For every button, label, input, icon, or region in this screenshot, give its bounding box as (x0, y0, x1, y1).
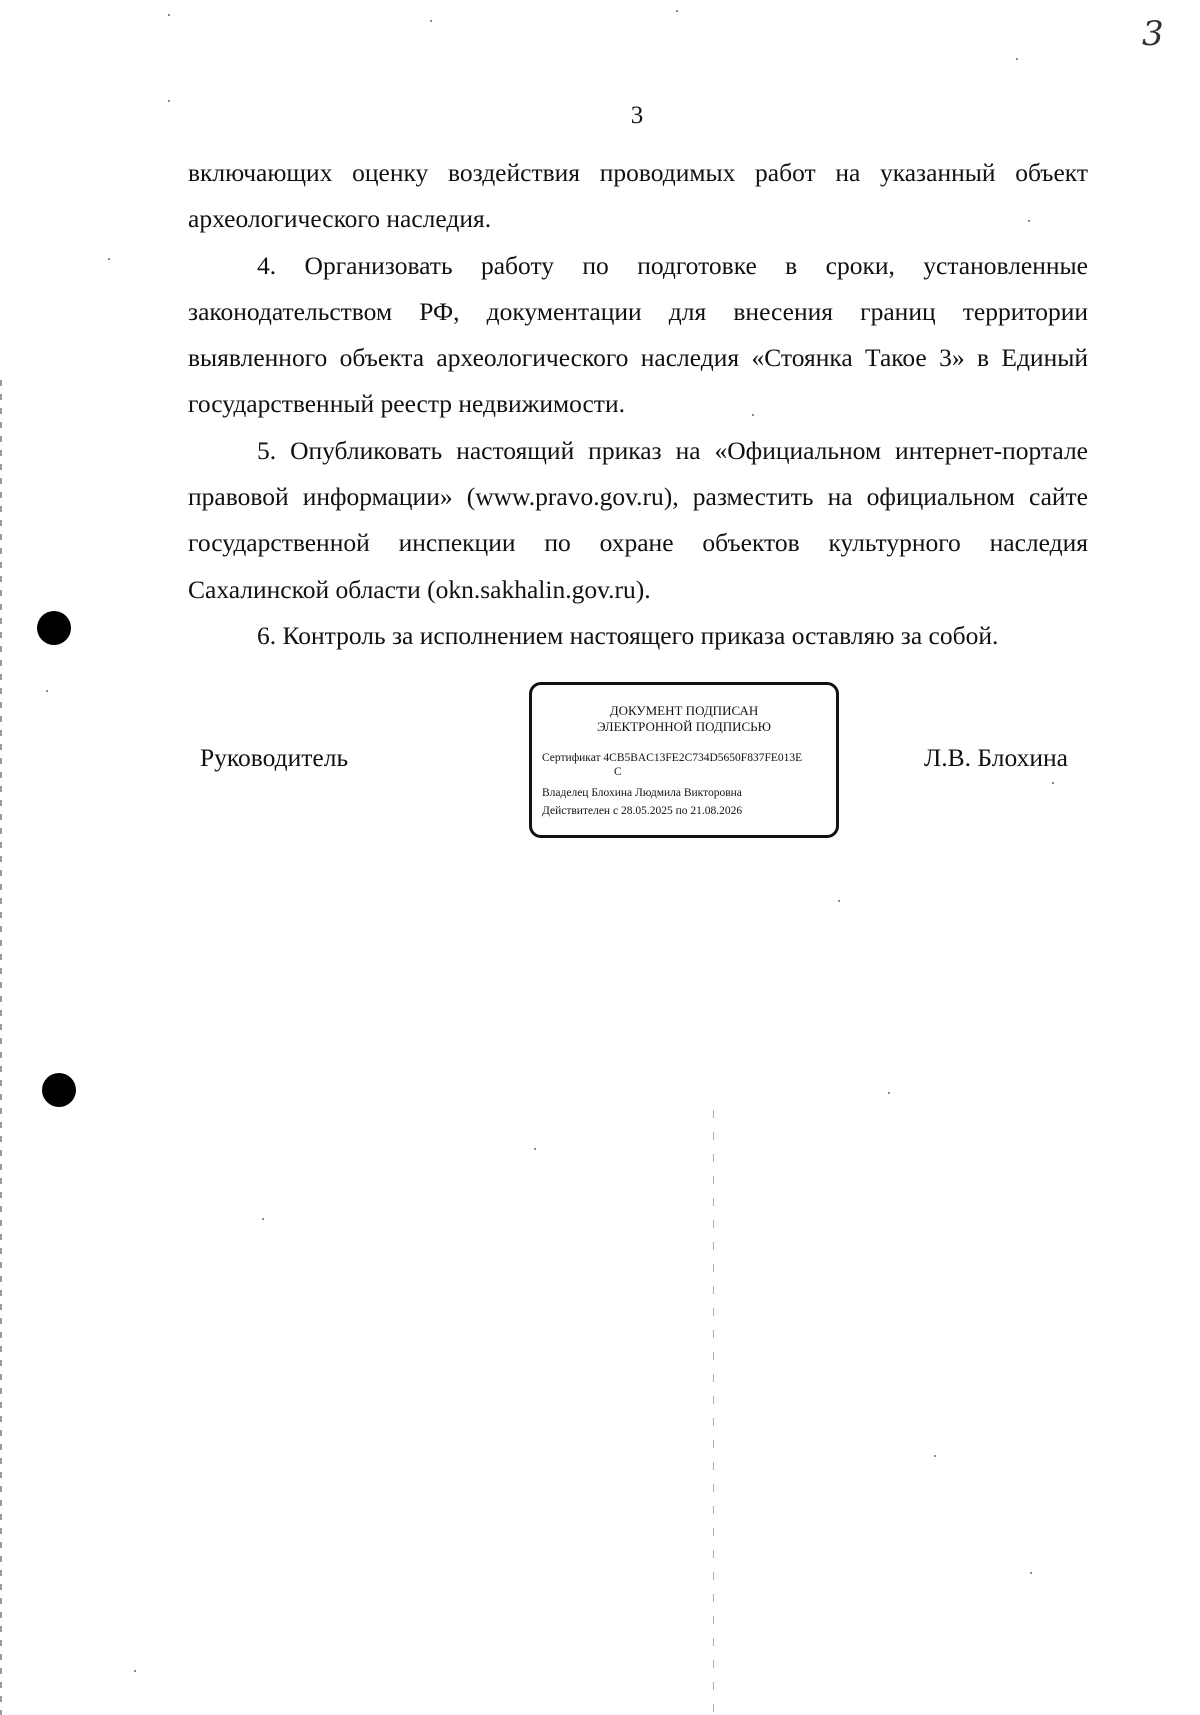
scan-speck (1030, 1572, 1032, 1574)
scan-speck (934, 1455, 936, 1457)
scan-edge-artifact (0, 380, 2, 1715)
paragraph-item-4: 4. Организовать работу по подготовке в сроки, установленные законодательством РФ, документации для внесения границ территории выявленного объекта археологического наследия «Стоянка Такое 3» в Единый государственный реестр недвижимости. (188, 250, 1088, 419)
document-body (188, 150, 1088, 659)
signer-title: Руководитель (200, 743, 349, 772)
signer-name: Л.В. Блохина (924, 743, 1068, 772)
stamp-heading-line-1: ДОКУМЕНТ ПОДПИСАН (609, 703, 759, 718)
scan-speck (676, 10, 678, 12)
page-number: 3 (630, 102, 644, 129)
scan-speck (134, 1670, 136, 1672)
paragraph-item-5: 5. Опубликовать настоящий приказ на «Официальном интернет-портале правовой информации» (www.pravo.gov.ru), разместить на официальном сайте государственной инспекции по охране объектов культурного наследия Сахалинской области (okn.sakhalin.gov.ru). (188, 435, 1088, 604)
scan-speck (108, 258, 110, 260)
punch-hole (42, 1073, 76, 1107)
scan-speck (534, 1148, 536, 1150)
scan-speck (168, 100, 170, 102)
paragraph-item-6: 6. Контроль за исполнением настоящего приказа оставляю за собой. (257, 620, 999, 650)
paragraph-continuation: включающих оценку воздействия проводимых работ на указанный объект археологического наследия. (188, 158, 1088, 234)
scan-fold-line (713, 1110, 714, 1715)
stamp-validity: Действителен с 28.05.2025 по 21.08.2026 (542, 805, 743, 817)
stamp-certificate-tail: C (614, 766, 622, 778)
scan-speck (262, 1218, 264, 1220)
scan-speck (1028, 220, 1030, 222)
scan-speck (888, 1092, 890, 1094)
punch-hole (37, 611, 71, 645)
scan-speck (168, 14, 170, 16)
stamp-heading (532, 703, 836, 735)
scan-speck (430, 20, 432, 22)
stamp-certificate: Сертификат 4CB5BAC13FE2C734D5650F837FE013E (542, 752, 803, 764)
stamp-heading-line-2: ЭЛЕКТРОННОЙ ПОДПИСЬЮ (597, 719, 771, 734)
scan-speck (1052, 782, 1054, 784)
stamp-owner: Владелец Блохина Людмила Викторовна (542, 787, 742, 799)
scan-speck (1016, 58, 1018, 60)
scan-speck (838, 900, 840, 902)
handwritten-page-mark: 3 (1142, 14, 1164, 54)
electronic-signature-stamp (529, 682, 839, 838)
scan-speck (46, 690, 48, 692)
scan-speck (752, 414, 754, 416)
